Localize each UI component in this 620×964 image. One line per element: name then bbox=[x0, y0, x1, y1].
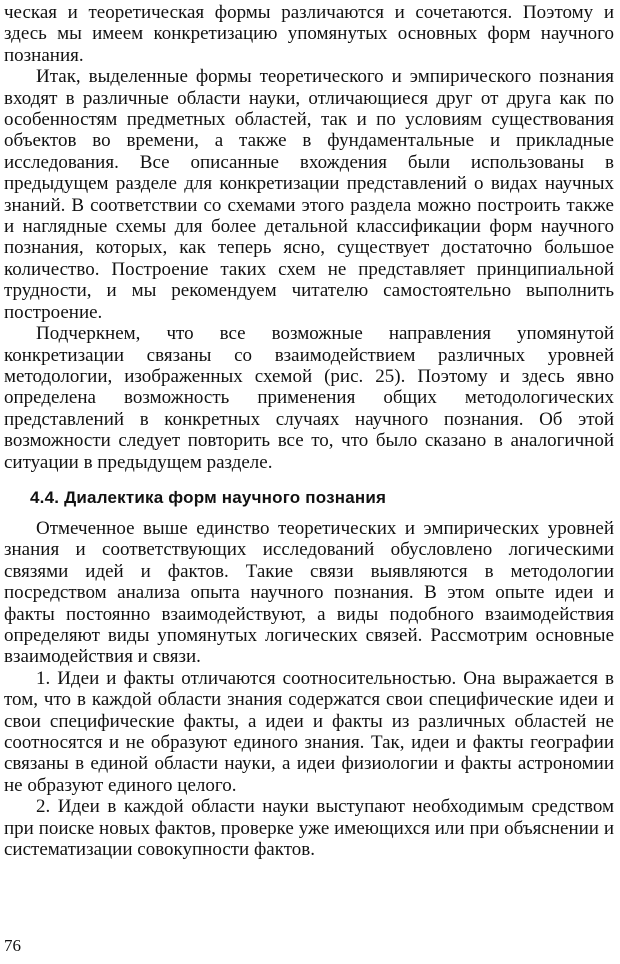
paragraph-point-1: 1. Идеи и факты отличаются соотносительностью. Она выражается в том, что в каждой области знания содержатся свои специфические идеи и свои специфические факты, а идеи и факты из различных областей не соотносятся и не образуют единого знания. Так, идеи и факты географии связаны в единой области науки, а идеи физиологии и факты астрономии не образуют единого целого. bbox=[4, 667, 614, 796]
section-heading: 4.4. Диалектика форм научного познания bbox=[30, 487, 387, 507]
page-number: 76 bbox=[4, 936, 21, 955]
paragraph-continuation: ческая и теоретическая формы различаются и сочетаются. Поэтому и здесь мы имеем конкретизацию упомянутых основных форм научного познания. bbox=[4, 2, 614, 66]
paragraph-unity-of-levels: Отмеченное выше единство теоретических и эмпирических уровней знания и соответствующих исследований обусловлено логическими связями идей и фактов. Такие связи выявляются в методологии посредством анализа опыта научного познания. В этом опыте идеи и факты постоянно взаимодействуют, а виды подобного взаимодействия определяют виды упомянутых логических связей. Рассмотрим основные взаимодействия и связи. bbox=[4, 517, 614, 668]
paragraph-forms-of-cognition: Итак, выделенные формы теоретического и эмпирического познания входят в различные области науки, отличающиеся друг от друга как по особенностям предметных областей, так и по условиям существования объектов во времени, а также в фундаментальные и прикладные исследования. Все описанные вхождения были использованы в предыдущем разделе для конкретизации представлений о видах научных знаний. В соответствии со схемами этого раздела можно построить также и наглядные схемы для более детальной классификации форм научного познания, которых, как теперь ясно, существует достаточно большое количество. Построение таких схем не представляет принципиальной трудности, и мы рекомендуем читателю самостоятельно выполнить построение. bbox=[4, 66, 614, 323]
paragraph-point-2: 2. Идеи в каждой области науки выступают необходимым средством при поиске новых фактов, проверке уже имеющихся или при объяснении и систематизации совокупности фактов. bbox=[4, 796, 614, 861]
section-spacer bbox=[4, 473, 614, 477]
paragraph-concretization: Подчеркнем, что все возможные направления упомянутой конкретизации связаны со взаимодействием различных уровней методологии, изображенных схемой (рис. 25). Поэтому и здесь явно определена возможность применения общих методологических представлений в конкретных случаях научного познания. Об этой возможности следует повторить все то, что было сказано в аналогичной ситуации в предыдущем разделе. bbox=[4, 323, 614, 473]
